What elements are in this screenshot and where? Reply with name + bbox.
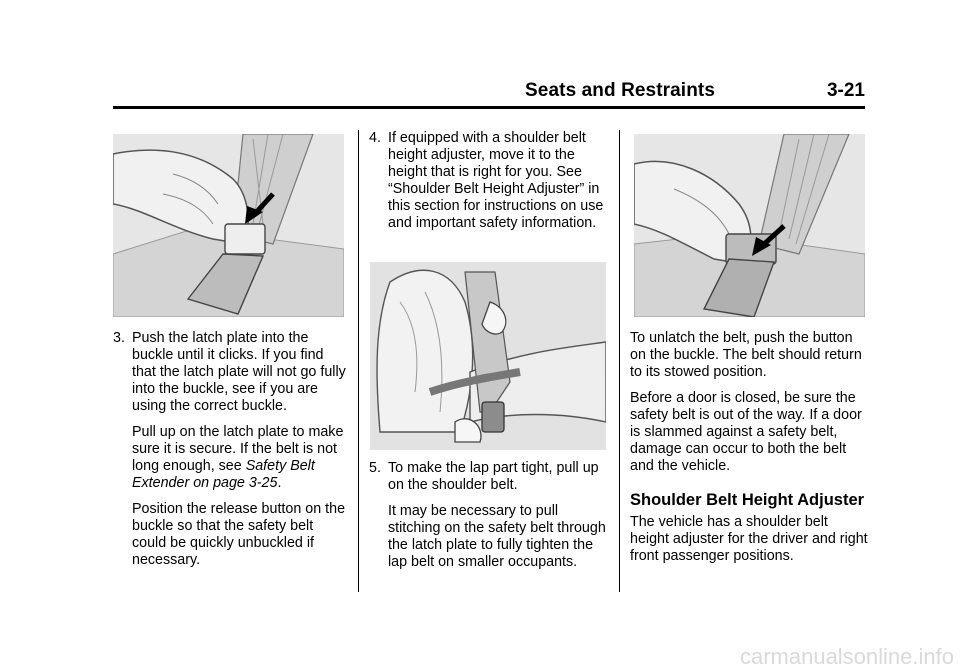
step-4-number: 4. [369,130,381,146]
safety-belt-extender-link[interactable]: Safety Belt Extender on page 3-25 [132,458,315,491]
page-header [113,78,865,109]
column-divider-2 [619,130,620,592]
latch-secure-paragraph [113,424,348,492]
latch-secure-end: . [277,475,282,491]
step-3-text: Push the latch plate into the buckle until it clicks. If you find that the latch plate will not go fully into the buckle, see if you are using the correct buckle. [132,330,346,414]
release-button-paragraph: Position the release button on the buckle so that the safety belt could be quickly unbuckled if necessary. [132,501,346,568]
step-5 [369,460,609,494]
latch-plate-illustration [113,134,344,317]
stitching-paragraph: It may be necessary to pull stitching on the safety belt through the latch plate to fully tighten the lap belt on smaller occupants. [388,503,606,570]
column-1 [113,330,348,569]
section-title: Seats and Restraints [525,80,715,101]
unlatch-paragraph: To unlatch the belt, push the button on the buckle. The belt should return to its stowed position. [630,330,862,380]
column-divider-1 [358,130,359,592]
step-5-text: To make the lap part tight, pull up on the shoulder belt. [388,460,599,493]
buckle-release-illustration [634,134,865,317]
step-5-number: 5. [369,460,381,476]
step-4 [369,130,609,232]
step-3 [113,330,348,415]
latch-secure-text: Pull up on the latch plate to make sure it is secure. If the belt is not long enough, see [132,424,344,474]
watermark: carmanualsonline.info [739,644,954,669]
step-4-text: If equipped with a shoulder belt height adjuster, move it to the height that is right for you. See “Shoulder Belt Height Adjuster” in this section for instructions on use and important safety information. [388,130,604,231]
column-2-top [369,130,609,232]
column-2-bottom [369,460,609,571]
adjuster-paragraph: The vehicle has a shoulder belt height adjuster for the driver and right front passenger positions. [630,514,868,564]
door-paragraph: Before a door is closed, be sure the safety belt is out of the way. If a door is slammed against a safety belt, damage can occur to both the belt and the vehicle. [630,390,862,474]
shoulder-belt-height-adjuster-heading: Shoulder Belt Height Adjuster [630,491,865,509]
column-3 [630,330,870,565]
shoulder-belt-pull-illustration [370,262,606,450]
step-3-number: 3. [113,330,125,346]
page-number: 3-21 [826,80,865,101]
